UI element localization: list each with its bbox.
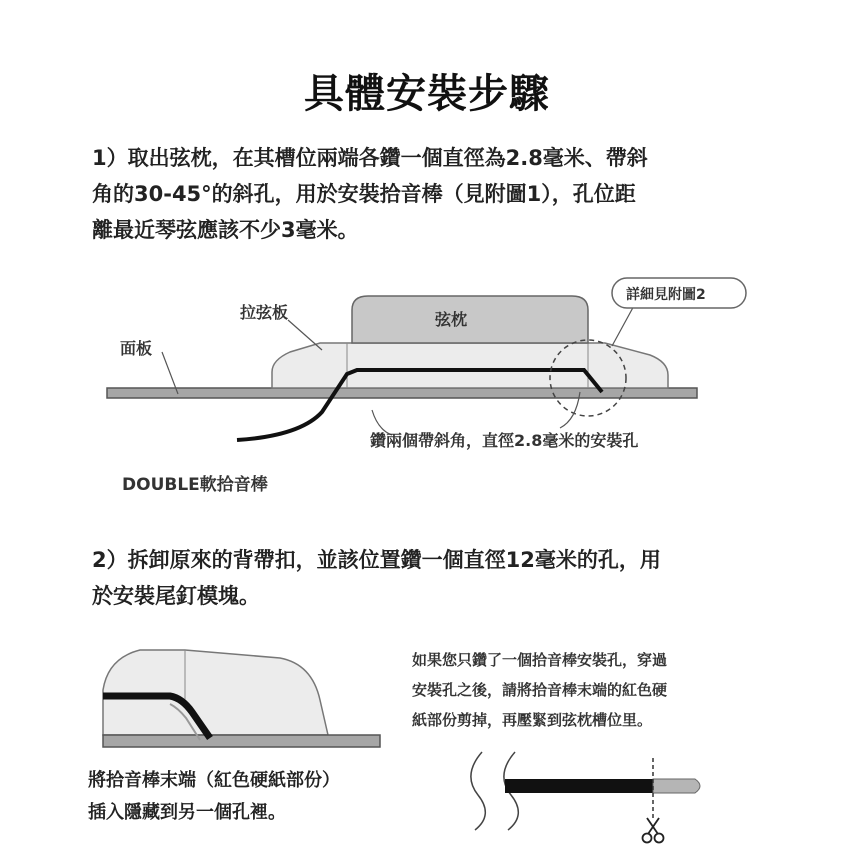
hole-label: 鑽兩個帶斜角，直徑2.8毫米的安裝孔 bbox=[370, 431, 639, 450]
step1-line2: 角的30-45°的斜孔，用於安裝拾音棒（見附圖1），孔位距 bbox=[92, 182, 636, 206]
scissors-icon bbox=[643, 818, 664, 843]
pickup-tip bbox=[653, 779, 700, 793]
step1-line1: 1）取出弦枕，在其槽位兩端各鑽一個直徑為2.8毫米、帶斜 bbox=[92, 146, 648, 170]
cut-note-line2: 安裝孔之後，請將拾音棒末端的紅色硬 bbox=[412, 681, 668, 699]
step2-line2: 於安裝尾釘模塊。 bbox=[92, 584, 260, 608]
cut-note-line3: 紙部份剪掉，再壓緊到弦枕槽位里。 bbox=[412, 711, 653, 729]
insert-caption-line1: 將拾音棒末端（紅色硬紙部份） bbox=[88, 770, 340, 791]
insert-caption-line2: 插入隱藏到另一個孔裡。 bbox=[88, 802, 286, 823]
bridge-label: 拉弦板 bbox=[240, 303, 289, 322]
page-title: 具體安裝步驟 bbox=[304, 71, 550, 117]
step2-line1: 2）拆卸原來的背帶扣，並該位置鑽一個直徑12毫米的孔，用 bbox=[92, 548, 661, 572]
detail-label: 詳細見附圖2 bbox=[626, 287, 706, 303]
top-plate-label: 面板 bbox=[120, 339, 153, 358]
step1-line3: 離最近琴弦應該不少3毫米。 bbox=[92, 218, 359, 242]
saddle-label: 弦枕 bbox=[435, 310, 468, 329]
cut-note-line1: 如果您只鑽了一個拾音棒安裝孔，穿過 bbox=[412, 651, 668, 669]
pickup-label: DOUBLE軟拾音棒 bbox=[122, 475, 268, 495]
pickup-cable bbox=[505, 779, 653, 793]
